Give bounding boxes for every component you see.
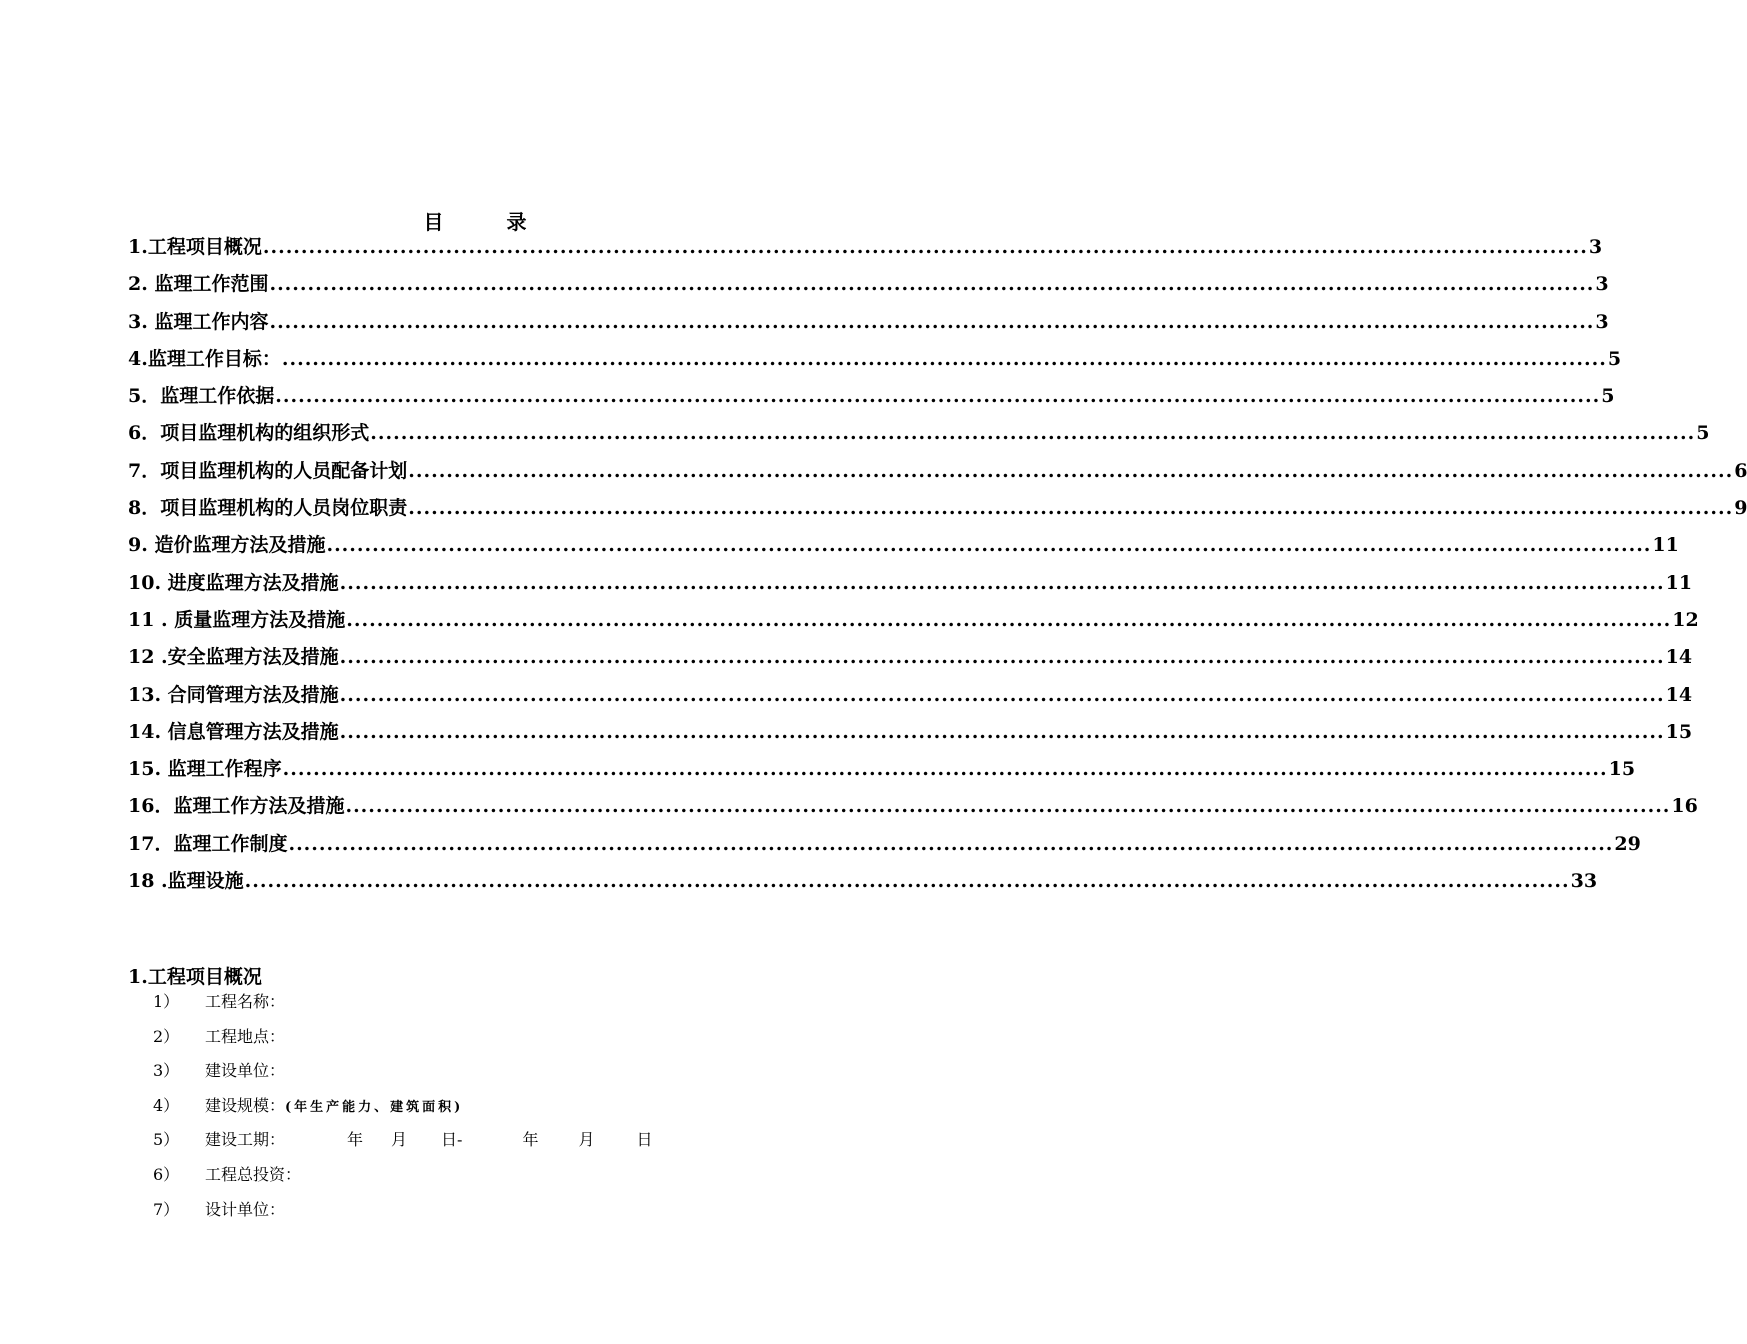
item-note: (年生产能力、建筑面积) [285,1099,464,1115]
item-label: 设计单位： [205,1199,286,1219]
toc-entry-page: 15 [1608,758,1636,781]
list-item [153,1128,653,1163]
item-number: 6） [153,1164,180,1184]
date-month-start: 月 [391,1130,408,1150]
item-label: 工程总投资： [205,1164,302,1184]
toc-entry-label: 18 .监理设施 [128,870,244,893]
toc-leader-dots: .............................................................................................................................................................................. [339,720,1665,743]
table-of-contents [128,232,1747,903]
toc-entry-label: 9. 造价监理方法及措施 [128,534,326,557]
section-heading: 1.工程项目概况 [128,966,262,988]
toc-leader-dots: .............................................................................................................................................................................. [346,608,1672,631]
date-day-start: 日- [441,1130,463,1150]
toc-entry-page: 14 [1665,646,1693,669]
toc-entry-page: 9 [1734,497,1747,520]
toc-entry[interactable] [128,344,1622,381]
toc-entry-page: 5 [1607,347,1622,370]
toc-entry-label: 3. 监理工作内容 [128,310,269,333]
toc-leader-dots: .............................................................................................................................................................................. [244,870,1570,893]
toc-entry-page: 6 [1734,459,1747,482]
item-label: 建设单位： [205,1061,286,1081]
toc-entry-page: 5 [1696,422,1710,445]
toc-title: 目 录 [423,210,555,234]
date-year-end: 年 [522,1130,539,1150]
toc-entry-label: 15. 监理工作程序 [128,758,282,781]
list-item [153,1198,653,1233]
toc-leader-dots: .............................................................................................................................................................................. [345,795,1671,818]
list-item [153,1094,653,1129]
toc-entry-label: 7．项目监理机构的人员配备计划 [128,459,408,482]
toc-entry[interactable] [128,605,1699,642]
toc-entry-label: 17．监理工作制度 [128,832,288,855]
item-number: 3） [153,1061,180,1081]
date-month-end: 月 [578,1130,595,1150]
toc-entry-page: 12 [1672,608,1699,631]
list-item [153,1025,653,1060]
toc-entry-page: 33 [1570,870,1598,893]
toc-entry-label: 2. 监理工作范围 [128,273,269,296]
project-overview-list [153,990,653,1232]
toc-entry-label: 12 .安全监理方法及措施 [128,646,339,669]
toc-entry-label: 14. 信息管理方法及措施 [128,720,339,743]
toc-entry-page: 11 [1652,534,1679,557]
item-number: 2） [153,1026,180,1046]
toc-leader-dots: .............................................................................................................................................................................. [408,497,1734,520]
toc-entry-page: 16 [1671,795,1698,818]
item-label: 工程名称： [205,992,286,1011]
toc-leader-dots: .............................................................................................................................................................................. [269,310,1595,333]
item-label: 建设工期： [205,1130,286,1150]
toc-entry-page: 5 [1601,385,1615,408]
toc-entry-label: 10. 进度监理方法及措施 [128,571,339,594]
toc-entry[interactable] [128,456,1747,493]
toc-leader-dots: .............................................................................................................................................................................. [326,534,1652,557]
toc-entry-page: 3 [1588,236,1603,258]
toc-entry-label: 16．监理工作方法及措施 [128,795,345,818]
toc-entry-page: 15 [1665,720,1693,743]
list-item [153,990,653,1025]
toc-entry[interactable] [128,717,1693,754]
toc-entry-label: 8．项目监理机构的人员岗位职责 [128,497,408,520]
toc-entry[interactable] [128,530,1679,567]
toc-entry[interactable] [128,269,1609,306]
toc-leader-dots: .............................................................................................................................................................................. [408,459,1734,482]
list-item [153,1059,653,1094]
toc-leader-dots: .............................................................................................................................................................................. [269,273,1595,296]
toc-entry[interactable] [128,493,1747,530]
date-year-start: 年 [347,1130,364,1150]
toc-entry-label: 11 . 质量监理方法及措施 [128,608,346,631]
toc-entry[interactable] [128,642,1693,679]
toc-entry[interactable] [128,866,1598,903]
item-label: 建设规模： [205,1095,286,1115]
list-item [153,1163,653,1198]
item-label: 工程地点： [205,1026,286,1046]
toc-entry[interactable] [128,381,1615,418]
toc-entry-label: 13. 合同管理方法及措施 [128,683,339,706]
toc-entry[interactable] [128,418,1710,455]
date-day-end: 日 [636,1130,653,1150]
toc-entry[interactable] [128,754,1636,791]
toc-leader-dots: .............................................................................................................................................................................. [262,236,1588,258]
toc-leader-dots: .............................................................................................................................................................................. [339,683,1665,706]
item-number: 1） [153,992,180,1011]
toc-entry-page: 29 [1614,832,1641,855]
toc-entry[interactable] [128,791,1698,828]
toc-entry-label: 1.工程项目概况 [128,236,262,258]
toc-leader-dots: .............................................................................................................................................................................. [339,646,1665,669]
toc-leader-dots: .............................................................................................................................................................................. [339,571,1665,594]
item-number: 5） [153,1130,180,1150]
toc-entry[interactable] [128,568,1693,605]
toc-entry-label: 5．监理工作依据 [128,385,275,408]
toc-entry-label: 6．项目监理机构的组织形式 [128,422,370,445]
toc-leader-dots: .............................................................................................................................................................................. [288,832,1614,855]
toc-entry-page: 11 [1665,571,1693,594]
item-number: 4） [153,1095,180,1115]
toc-entry-page: 3 [1595,273,1609,296]
toc-entry[interactable] [128,829,1641,866]
item-number: 7） [153,1199,180,1219]
toc-entry[interactable] [128,680,1693,717]
toc-entry[interactable] [128,232,1603,269]
toc-leader-dots: .............................................................................................................................................................................. [282,758,1608,781]
toc-leader-dots: .............................................................................................................................................................................. [370,422,1696,445]
toc-entry-label: 4.监理工作目标： [128,347,281,370]
toc-entry-page: 14 [1665,683,1693,706]
toc-leader-dots: .............................................................................................................................................................................. [281,347,1607,370]
toc-entry[interactable] [128,307,1609,344]
toc-leader-dots: .............................................................................................................................................................................. [275,385,1601,408]
toc-entry-page: 3 [1595,310,1609,333]
